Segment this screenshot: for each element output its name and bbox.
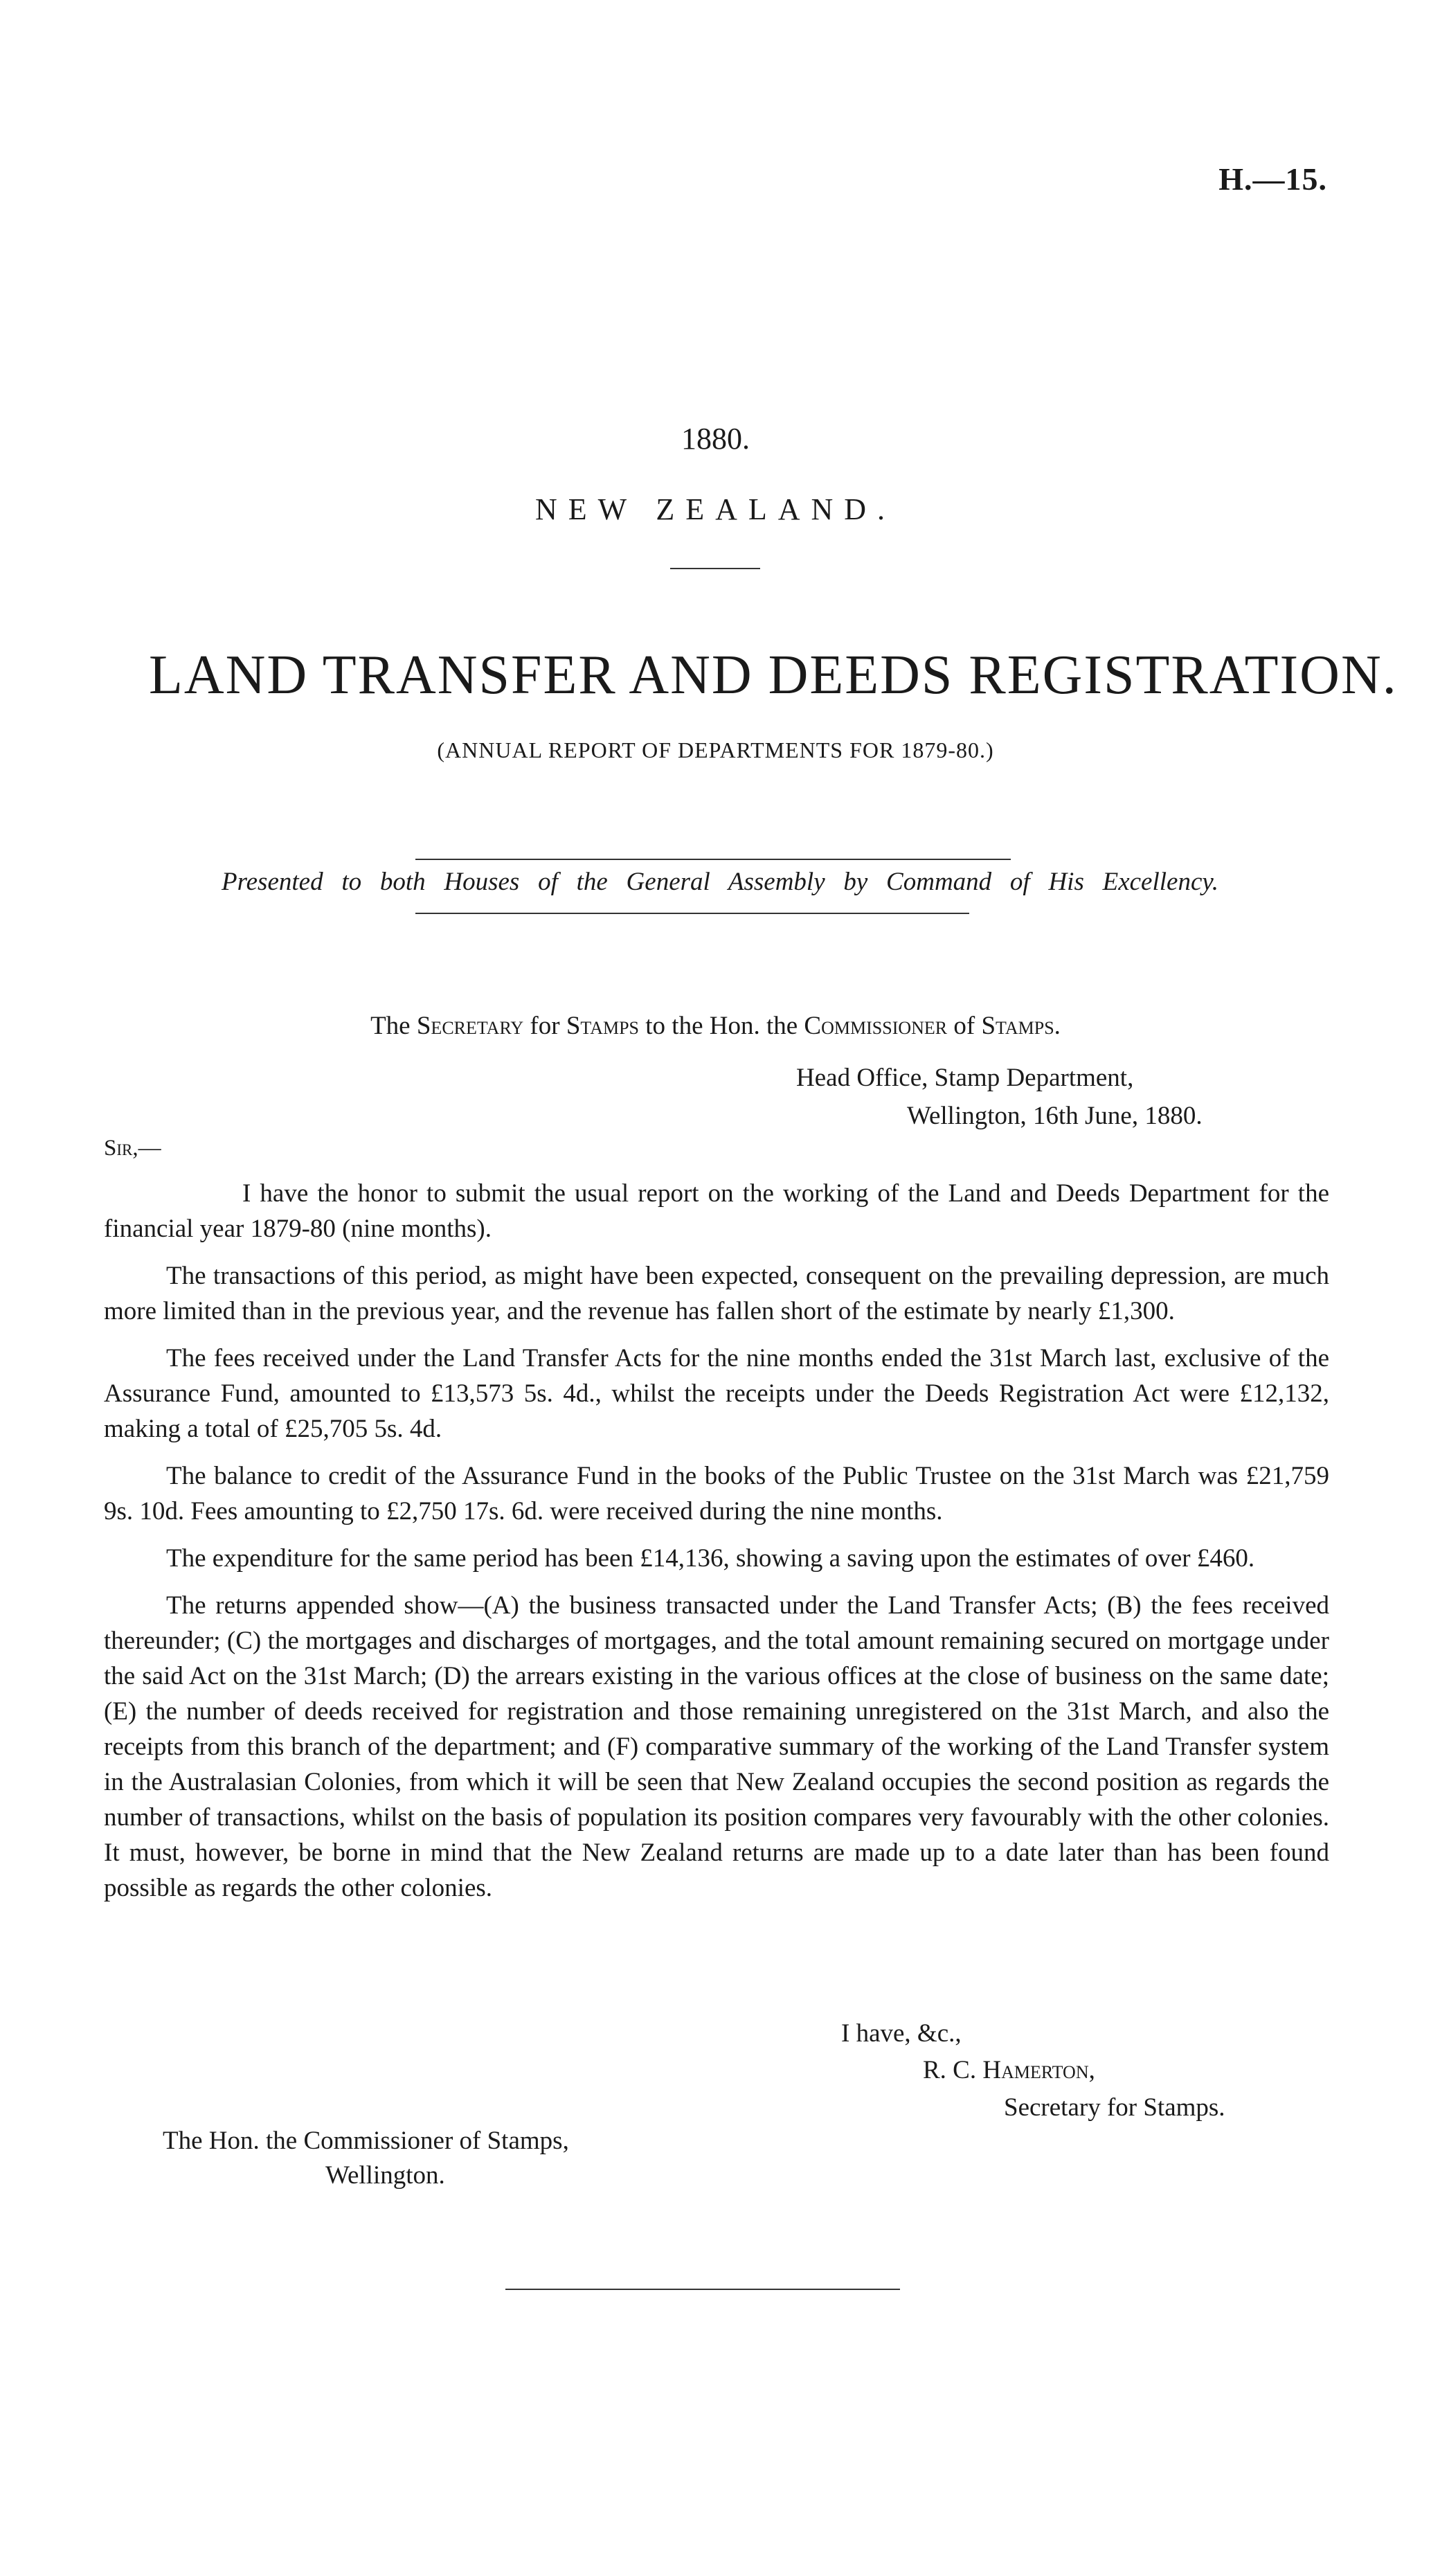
letter-body	[104, 1176, 1329, 1917]
presented-statement: Presented to both Houses of the General Assembly by Command of His Excellency.	[222, 868, 1218, 896]
body-paragraph: The transactions of this period, as might have been expected, consequent on the prevailing depression, are much more limited than in the previous year, and the revenue has fallen short of the estimate by nearly £1,300.	[104, 1262, 1329, 1325]
addressee-line-1: The Hon. the Commissioner of Stamps,	[163, 2127, 569, 2155]
body-paragraph: The expenditure for the same period has been £14,136, showing a saving upon the estimates of over £460.	[166, 1544, 1255, 1573]
from-to-text: Stamps	[981, 1012, 1054, 1040]
from-to-text: Secretary	[416, 1012, 524, 1040]
from-to-text: .	[1054, 1012, 1061, 1040]
from-to-text: to the Hon. the	[639, 1012, 804, 1040]
report-subtitle: (ANNUAL REPORT OF DEPARTMENTS FOR 1879-80.)	[437, 737, 994, 762]
country-heading: NEW ZEALAND.	[534, 492, 897, 526]
address-line-1: Head Office, Stamp Department,	[796, 1064, 1134, 1092]
paper-reference: H.—15.	[1218, 161, 1327, 197]
address-line-2: Wellington, 16th June, 1880.	[907, 1102, 1203, 1130]
from-to-text: of	[947, 1012, 982, 1040]
body-paragraph: The balance to credit of the Assurance Fund in the books of the Public Trustee on the 31st March was £21,759 9s. 10d. Fees amounting to £2,750 17s. 6d. were received during the nine months.	[104, 1462, 1329, 1526]
from-to-text: for	[523, 1012, 566, 1040]
from-to-text: Stamps	[566, 1012, 640, 1040]
presented-rule-bottom	[415, 913, 969, 914]
presented-rule-top	[415, 859, 1011, 860]
body-paragraph: The fees received under the Land Transfer Acts for the nine months ended the 31st March last, exclusive of the Assurance Fund, amounted to £13,573 5s. 4d., whilst the receipts under the Deeds Registration Act were £12,132, making a total of £25,705 5s. 4d.	[104, 1344, 1329, 1443]
body-paragraph: The returns appended show—(A) the business transacted under the Land Transfer Acts; (B) the fees received thereunder; (C) the mortgages and discharges of mortgages, and the total amount remaining secured on mortgage under the said Act on the 31st March; (D) the arrears existing in the various offices at the close of business on the same date; (E) the number of deeds received for registration and those remaining unregistered on the 31st March, and also the receipts from this branch of the department; and (F) comparative summary of the working of the Land Transfer system in the Australasian Colonies, from which it will be seen that New Zealand occupies the second position as regards the number of transactions, whilst on the basis of population its position compares very favourably with the other colonies. It must, however, be borne in mind that the New Zealand returns are made up to a date later than has been found possible as regards the other colonies.	[104, 1591, 1329, 1902]
signature-name: R. C. Hamerton,	[923, 2056, 1095, 2084]
report-title: LAND TRANSFER AND DEEDS REGISTRATION.	[149, 645, 1398, 706]
letter-from-to	[0, 1011, 1431, 1041]
salutation: Sir,—	[104, 1136, 161, 1161]
body-paragraph: I have the honor to submit the usual report on the working of the Land and Deeds Department for the financial year 1879-80 (nine months).	[104, 1179, 1329, 1243]
addressee-line-2: Wellington.	[325, 2161, 445, 2190]
report-year: 1880.	[681, 422, 750, 456]
signature-title: Secretary for Stamps.	[1004, 2093, 1225, 2122]
from-to-text: The	[370, 1012, 417, 1040]
end-divider	[505, 2289, 900, 2290]
closing: I have, &c.,	[841, 2019, 962, 2048]
from-to-text: Commissioner	[804, 1012, 948, 1040]
divider-short	[670, 568, 760, 569]
